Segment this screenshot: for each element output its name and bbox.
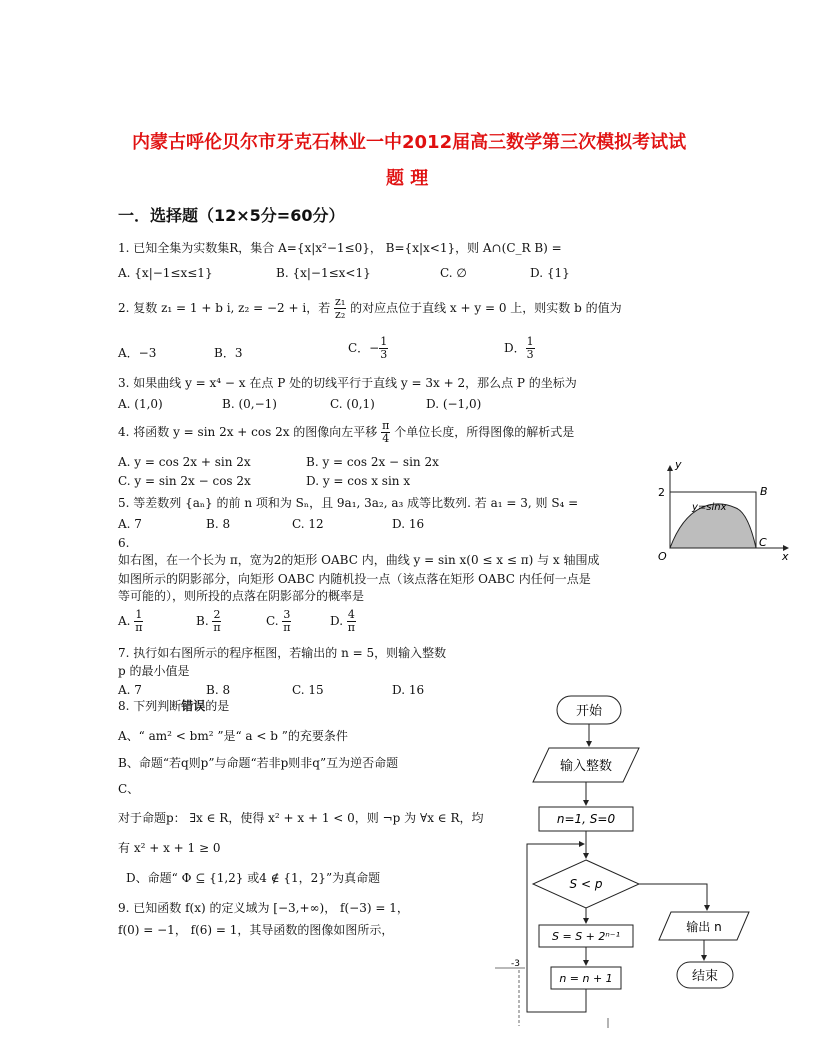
q6-line3: 等可能的），则所投的点落在阴影部分的概率是 [118,589,365,603]
flow-update-s-text: S = S + 2ⁿ⁻¹ [552,930,620,943]
q2-c-den: 3 [380,348,388,361]
y-axis-label: y [675,460,682,471]
q2-stem-a: 2. 复数 z₁ = 1 + b i, z₂ = −2 + i，若 [118,301,331,315]
q2-option-a: A．−3 [118,346,157,360]
q4-fraction [381,420,390,445]
q2-stem [118,296,622,321]
flow-no-branch [639,884,707,910]
q8-option-a: A、“ am² < bm² ”是“ a < b ”的充要条件 [118,729,348,743]
q4-frac-num: π [382,419,390,432]
q2-option-c-frac [379,336,388,361]
q7-option-a: A. 7 [118,683,142,697]
q6-d-frac [347,609,356,634]
q6-a-frac [134,609,143,634]
q8-tail: 的是 [205,699,230,713]
q4-option-a: A. y = cos 2x + sin 2x [118,455,251,469]
q4-option-c: C. y = sin 2x − cos 2x [118,474,251,488]
q2-fraction [334,296,346,321]
q2-option-d-frac [526,336,535,361]
q3-option-c: C. (0,1) [330,397,375,411]
q2-frac-num: z₁ [335,295,346,308]
q1-option-a: A. {x|−1≤x≤1} [118,266,213,280]
q6-option-d [330,609,356,634]
q4-frac-den: 4 [382,432,390,445]
q2-option-d [504,336,535,361]
q6-c-frac [282,609,291,634]
q6-b-den: π [213,621,221,634]
q4-option-d: D. y = cos x sin x [306,474,411,488]
q6-option-a [118,609,143,634]
q8-option-d: D、命题“ Φ ⊆ {1,2} 或4 ∉ {1，2}”为真命题 [126,871,381,885]
q8-option-c: C、 [118,782,140,796]
q8-head: 8. 下列判断 [118,699,182,713]
q7-option-d: D. 16 [392,683,425,697]
q1-option-b: B. {x|−1≤x<1} [276,266,371,280]
q2-d-num: 1 [526,335,534,348]
q8-stem [118,698,229,714]
q2-d-den: 3 [526,348,534,361]
q5-option-b: B. 8 [206,517,231,531]
q2-option-d-label: D． [504,341,526,355]
x-axis-label: x [782,550,789,563]
q2-frac-den: z₂ [335,308,346,321]
q5-option-a: A. 7 [118,517,142,531]
q6-b-frac [212,609,221,634]
q8-bold: 错误 [181,699,206,713]
q6-b-label: B. [196,614,209,628]
q7-option-c: C. 15 [292,683,324,697]
q3-option-b: B. (0,−1) [222,397,277,411]
doc-title-line1: 内蒙古呼伦贝尔市牙克石林业一中2012届高三数学第三次模拟考试试 [132,132,687,153]
flow-input-text: 输入整数 [559,759,613,774]
curve-label: y=sinx [692,502,727,513]
q6-option-b [196,609,221,634]
q6-a-den: π [135,621,143,634]
q6-d-num: 4 [347,608,355,621]
section-heading: 一．选择题（12×5分=60分） [118,206,345,225]
q7-line2: p 的最小值是 [118,664,190,678]
sine-region-figure [648,460,798,570]
point-c-label: C [759,536,767,549]
q4-stem [118,420,574,445]
flow-update-n-text: n = n + 1 [559,972,613,985]
q5-option-d: D. 16 [392,517,425,531]
q7-line1: 7. 执行如右图所示的程序框图，若输出的 n = 5，则输入整数 [118,646,447,660]
q4-stem-a: 4. 将函数 y = sin 2x + cos 2x 的图像向左平移 [118,425,378,439]
q7-option-b: B. 8 [206,683,231,697]
q6-c-num: 3 [283,608,291,621]
doc-title-line2: 题 理 [386,168,429,189]
q8-option-c-line1: 对于命题p： ∃x ∈ R，使得 x² + x + 1 < 0，则 ¬p 为 ∀x ∈ R，均 [118,811,484,825]
q5-stem: 5. 等差数列 {aₙ} 的前 n 项和为 Sₙ，且 9a₁, 3a₂, a₃ 成等比数列. 若 a₁ = 3, 则 S₄ = [118,496,579,510]
q6-b-num: 2 [213,608,221,621]
program-flowchart [495,690,755,1030]
q1-stem: 1. 已知全集为实数集R，集合 A={x|x²−1≤0}， B={x|x<1}，则 A∩(C_R B) = [118,241,562,255]
q1-option-c: C. ∅ [440,266,467,280]
origin-label: O [658,550,667,563]
q9-line2: f(0) = −1， f(6) = 1，其导函数的图像如图所示， [118,923,394,937]
q6-a-label: A. [118,614,131,628]
q3-option-a: A. (1,0) [118,397,163,411]
q2-option-c-label: C．− [348,341,380,355]
q8-option-b: B、命题“若q则p”与命题“若非p则非q”互为逆否命题 [118,756,399,770]
q2-stem-b: 的对应点位于直线 x + y = 0 上，则实数 b 的值为 [350,301,622,315]
q1-option-d: D. {1} [530,266,570,280]
q4-stem-b: 个单位长度，所得图像的解析式是 [394,425,575,439]
q9-line1: 9. 已知函数 f(x) 的定义域为 [−3,+∞)， f(−3) = 1， [118,901,409,915]
q6-line2: 如图所示的阴影部分，向矩形 OABC 内随机投一点（该点落在矩形 OABC 内任何一点是 [118,572,591,586]
q6-a-num: 1 [135,608,143,621]
q5-option-c: C. 12 [292,517,324,531]
q2-c-num: 1 [380,335,388,348]
q6-number: 6. [118,536,130,550]
q6-c-den: π [283,621,291,634]
q3-stem: 3. 如果曲线 y = x⁴ − x 在点 P 处的切线平行于直线 y = 3x + 2，那么点 P 的坐标为 [118,376,577,390]
q6-line1: 如右图，在一个长为 π，宽为2的矩形 OABC 内，曲线 y = sin x(0 ≤ x ≤ π) 与 x 轴围成 [118,553,600,567]
q6-c-label: C. [266,614,279,628]
point-b-label: B [760,485,768,498]
q6-d-den: π [347,621,355,634]
q4-option-b: B. y = cos 2x − sin 2x [306,455,439,469]
flow-start-text: 开始 [575,704,603,719]
q6-d-label: D. [330,614,344,628]
q2-option-b: B．3 [214,346,243,360]
q2-option-c [348,336,388,361]
flow-output-text: 输出 n [686,920,722,934]
flow-init-text: n=1, S=0 [556,812,616,826]
flow-end-text: 结束 [691,969,719,984]
height-label: 2 [658,486,665,499]
flow-condition-text: S < p [569,877,603,891]
q6-option-c [266,609,291,634]
q8-option-c-line2: 有 x² + x + 1 ≥ 0 [118,841,221,855]
fragment-label: -3 [511,959,520,969]
q3-option-d: D. (−1,0) [426,397,482,411]
